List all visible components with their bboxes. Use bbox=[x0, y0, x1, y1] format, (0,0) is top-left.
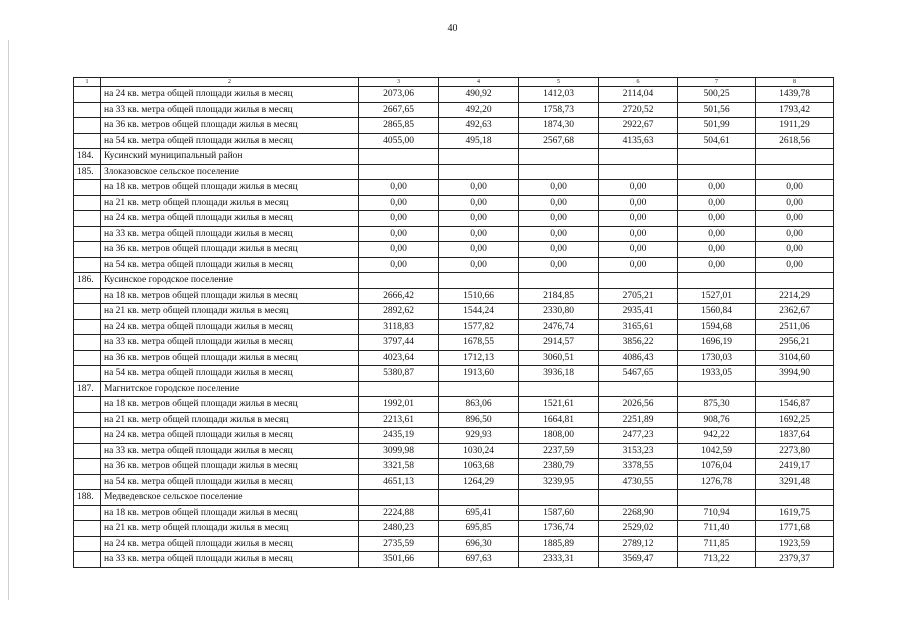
table-row bbox=[74, 102, 834, 118]
value-cell: 0,00 bbox=[439, 242, 519, 258]
value-cell: 695,41 bbox=[439, 505, 519, 521]
row-number-empty bbox=[74, 304, 101, 320]
row-label: на 33 кв. метра общей площади жилья в месяц bbox=[101, 552, 359, 568]
value-cell: 1911,29 bbox=[756, 118, 834, 134]
value-cell: 2892,62 bbox=[359, 304, 439, 320]
value-cell: 2477,23 bbox=[599, 428, 678, 444]
value-cell: 0,00 bbox=[519, 257, 599, 273]
table-row bbox=[74, 195, 834, 211]
empty-cell bbox=[439, 490, 519, 506]
row-label: на 21 кв. метр общей площади жилья в месяц bbox=[101, 195, 359, 211]
value-cell: 710,94 bbox=[678, 505, 756, 521]
row-label: на 33 кв. метра общей площади жилья в месяц bbox=[101, 226, 359, 242]
value-cell: 0,00 bbox=[359, 211, 439, 227]
empty-cell bbox=[519, 381, 599, 397]
value-cell: 5380,87 bbox=[359, 366, 439, 382]
value-cell: 2380,79 bbox=[519, 459, 599, 475]
value-cell: 2213,61 bbox=[359, 412, 439, 428]
column-number-row bbox=[74, 78, 834, 87]
row-number-empty bbox=[74, 521, 101, 537]
empty-cell bbox=[599, 149, 678, 165]
value-cell: 875,30 bbox=[678, 397, 756, 413]
value-cell: 1874,30 bbox=[519, 118, 599, 134]
value-cell: 3797,44 bbox=[359, 335, 439, 351]
empty-cell bbox=[599, 381, 678, 397]
value-cell: 0,00 bbox=[439, 211, 519, 227]
value-cell: 1546,87 bbox=[756, 397, 834, 413]
section-name: Кусинское городское поселение bbox=[101, 273, 359, 289]
section-row bbox=[74, 381, 834, 397]
value-cell: 697,63 bbox=[439, 552, 519, 568]
value-cell: 2480,23 bbox=[359, 521, 439, 537]
section-row bbox=[74, 273, 834, 289]
value-cell: 0,00 bbox=[599, 211, 678, 227]
table-row bbox=[74, 118, 834, 134]
row-number-empty bbox=[74, 288, 101, 304]
value-cell: 1042,59 bbox=[678, 443, 756, 459]
row-label: на 36 кв. метров общей площади жилья в месяц bbox=[101, 350, 359, 366]
value-cell: 0,00 bbox=[599, 242, 678, 258]
table-row bbox=[74, 211, 834, 227]
row-label: на 24 кв. метра общей площади жилья в месяц bbox=[101, 536, 359, 552]
value-cell: 0,00 bbox=[359, 242, 439, 258]
value-cell: 0,00 bbox=[599, 226, 678, 242]
row-number-empty bbox=[74, 335, 101, 351]
row-number: 184. bbox=[74, 149, 101, 165]
value-cell: 1577,82 bbox=[439, 319, 519, 335]
value-cell: 3165,61 bbox=[599, 319, 678, 335]
column-number: 3 bbox=[359, 78, 439, 87]
value-cell: 0,00 bbox=[678, 257, 756, 273]
table-row bbox=[74, 505, 834, 521]
value-cell: 2666,42 bbox=[359, 288, 439, 304]
empty-cell bbox=[359, 273, 439, 289]
column-number: 1 bbox=[74, 78, 101, 87]
section-row bbox=[74, 490, 834, 506]
value-cell: 2865,85 bbox=[359, 118, 439, 134]
empty-cell bbox=[359, 164, 439, 180]
value-cell: 1933,05 bbox=[678, 366, 756, 382]
row-number-empty bbox=[74, 505, 101, 521]
value-cell: 1560,84 bbox=[678, 304, 756, 320]
row-label: на 24 кв. метра общей площади жилья в месяц bbox=[101, 319, 359, 335]
value-cell: 0,00 bbox=[756, 195, 834, 211]
row-label: на 21 кв. метр общей площади жилья в месяц bbox=[101, 412, 359, 428]
value-cell: 4651,13 bbox=[359, 474, 439, 490]
value-cell: 2956,21 bbox=[756, 335, 834, 351]
value-cell: 2026,56 bbox=[599, 397, 678, 413]
value-cell: 3118,83 bbox=[359, 319, 439, 335]
value-cell: 1276,78 bbox=[678, 474, 756, 490]
value-cell: 1678,55 bbox=[439, 335, 519, 351]
value-cell: 0,00 bbox=[678, 180, 756, 196]
row-label: на 33 кв. метра общей площади жилья в месяц bbox=[101, 102, 359, 118]
row-number: 185. bbox=[74, 164, 101, 180]
row-number-empty bbox=[74, 397, 101, 413]
column-number: 4 bbox=[439, 78, 519, 87]
value-cell: 1696,19 bbox=[678, 335, 756, 351]
table-body bbox=[74, 78, 834, 568]
page-number: 40 bbox=[447, 23, 458, 34]
value-cell: 0,00 bbox=[756, 180, 834, 196]
row-number-empty bbox=[74, 242, 101, 258]
row-label: на 18 кв. метров общей площади жилья в месяц bbox=[101, 397, 359, 413]
value-cell: 908,76 bbox=[678, 412, 756, 428]
table-row bbox=[74, 180, 834, 196]
value-cell: 3856,22 bbox=[599, 335, 678, 351]
row-number-empty bbox=[74, 87, 101, 103]
value-cell: 1712,13 bbox=[439, 350, 519, 366]
empty-cell bbox=[519, 149, 599, 165]
row-label: на 18 кв. метров общей площади жилья в месяц bbox=[101, 180, 359, 196]
value-cell: 501,99 bbox=[678, 118, 756, 134]
scan-edge-line bbox=[8, 40, 9, 600]
value-cell: 0,00 bbox=[756, 242, 834, 258]
value-cell: 0,00 bbox=[519, 195, 599, 211]
value-cell: 1076,04 bbox=[678, 459, 756, 475]
value-cell: 4055,00 bbox=[359, 133, 439, 149]
row-number-empty bbox=[74, 350, 101, 366]
value-cell: 2268,90 bbox=[599, 505, 678, 521]
value-cell: 2419,17 bbox=[756, 459, 834, 475]
value-cell: 2362,67 bbox=[756, 304, 834, 320]
value-cell: 0,00 bbox=[439, 226, 519, 242]
value-cell: 1923,59 bbox=[756, 536, 834, 552]
value-cell: 3321,58 bbox=[359, 459, 439, 475]
row-number-empty bbox=[74, 443, 101, 459]
value-cell: 3104,60 bbox=[756, 350, 834, 366]
value-cell: 490,92 bbox=[439, 87, 519, 103]
value-cell: 1730,03 bbox=[678, 350, 756, 366]
value-cell: 1412,03 bbox=[519, 87, 599, 103]
value-cell: 0,00 bbox=[756, 257, 834, 273]
row-number-empty bbox=[74, 211, 101, 227]
value-cell: 1992,01 bbox=[359, 397, 439, 413]
value-cell: 2511,06 bbox=[756, 319, 834, 335]
row-label: на 24 кв. метра общей площади жилья в месяц bbox=[101, 87, 359, 103]
section-row bbox=[74, 149, 834, 165]
section-name: Кусинский муниципальный район bbox=[101, 149, 359, 165]
section-name: Магнитское городское поселение bbox=[101, 381, 359, 397]
value-cell: 1527,01 bbox=[678, 288, 756, 304]
table-row bbox=[74, 428, 834, 444]
value-cell: 3060,51 bbox=[519, 350, 599, 366]
value-cell: 711,85 bbox=[678, 536, 756, 552]
value-cell: 2476,74 bbox=[519, 319, 599, 335]
value-cell: 1837,64 bbox=[756, 428, 834, 444]
row-number-empty bbox=[74, 366, 101, 382]
value-cell: 3378,55 bbox=[599, 459, 678, 475]
row-number: 188. bbox=[74, 490, 101, 506]
row-label: на 36 кв. метров общей площади жилья в месяц bbox=[101, 242, 359, 258]
table-row bbox=[74, 242, 834, 258]
empty-cell bbox=[439, 273, 519, 289]
value-cell: 2435,19 bbox=[359, 428, 439, 444]
value-cell: 2251,89 bbox=[599, 412, 678, 428]
empty-cell bbox=[519, 273, 599, 289]
row-label: на 36 кв. метров общей площади жилья в месяц bbox=[101, 118, 359, 134]
value-cell: 1692,25 bbox=[756, 412, 834, 428]
value-cell: 942,22 bbox=[678, 428, 756, 444]
row-number-empty bbox=[74, 428, 101, 444]
value-cell: 3569,47 bbox=[599, 552, 678, 568]
value-cell: 504,61 bbox=[678, 133, 756, 149]
row-label: на 36 кв. метров общей площади жилья в месяц bbox=[101, 459, 359, 475]
empty-cell bbox=[756, 490, 834, 506]
value-cell: 3153,23 bbox=[599, 443, 678, 459]
empty-cell bbox=[599, 273, 678, 289]
value-cell: 2705,21 bbox=[599, 288, 678, 304]
empty-cell bbox=[439, 381, 519, 397]
empty-cell bbox=[359, 149, 439, 165]
row-number-empty bbox=[74, 474, 101, 490]
row-label: на 21 кв. метр общей площади жилья в месяц bbox=[101, 521, 359, 537]
value-cell: 3936,18 bbox=[519, 366, 599, 382]
row-label: на 24 кв. метра общей площади жилья в месяц bbox=[101, 211, 359, 227]
value-cell: 2618,56 bbox=[756, 133, 834, 149]
empty-cell bbox=[678, 164, 756, 180]
value-cell: 4086,43 bbox=[599, 350, 678, 366]
value-cell: 0,00 bbox=[439, 257, 519, 273]
table-row bbox=[74, 335, 834, 351]
value-cell: 2720,52 bbox=[599, 102, 678, 118]
value-cell: 2214,29 bbox=[756, 288, 834, 304]
value-cell: 1439,78 bbox=[756, 87, 834, 103]
row-number-empty bbox=[74, 257, 101, 273]
value-cell: 2735,59 bbox=[359, 536, 439, 552]
value-cell: 711,40 bbox=[678, 521, 756, 537]
row-label: на 54 кв. метра общей площади жилья в месяц bbox=[101, 133, 359, 149]
table-row bbox=[74, 257, 834, 273]
value-cell: 896,50 bbox=[439, 412, 519, 428]
row-number-empty bbox=[74, 552, 101, 568]
value-cell: 1771,68 bbox=[756, 521, 834, 537]
empty-cell bbox=[678, 381, 756, 397]
value-cell: 0,00 bbox=[599, 195, 678, 211]
table-row bbox=[74, 536, 834, 552]
value-cell: 2237,59 bbox=[519, 443, 599, 459]
empty-cell bbox=[359, 490, 439, 506]
value-cell: 0,00 bbox=[359, 195, 439, 211]
row-number-empty bbox=[74, 412, 101, 428]
value-cell: 1793,42 bbox=[756, 102, 834, 118]
row-label: на 18 кв. метров общей площади жилья в месяц bbox=[101, 288, 359, 304]
value-cell: 2330,80 bbox=[519, 304, 599, 320]
value-cell: 1594,68 bbox=[678, 319, 756, 335]
value-cell: 1544,24 bbox=[439, 304, 519, 320]
value-cell: 2529,02 bbox=[599, 521, 678, 537]
value-cell: 1885,89 bbox=[519, 536, 599, 552]
tariff-table bbox=[73, 77, 834, 568]
value-cell: 2273,80 bbox=[756, 443, 834, 459]
value-cell: 2184,85 bbox=[519, 288, 599, 304]
value-cell: 2333,31 bbox=[519, 552, 599, 568]
table-row bbox=[74, 288, 834, 304]
value-cell: 4135,63 bbox=[599, 133, 678, 149]
empty-cell bbox=[519, 164, 599, 180]
value-cell: 0,00 bbox=[519, 242, 599, 258]
value-cell: 0,00 bbox=[756, 226, 834, 242]
table-row bbox=[74, 412, 834, 428]
empty-cell bbox=[439, 149, 519, 165]
row-label: на 33 кв. метра общей площади жилья в месяц bbox=[101, 335, 359, 351]
empty-cell bbox=[599, 164, 678, 180]
section-row bbox=[74, 164, 834, 180]
row-label: на 21 кв. метр общей площади жилья в месяц bbox=[101, 304, 359, 320]
table-row bbox=[74, 443, 834, 459]
row-number-empty bbox=[74, 118, 101, 134]
value-cell: 1510,66 bbox=[439, 288, 519, 304]
row-number: 186. bbox=[74, 273, 101, 289]
empty-cell bbox=[756, 273, 834, 289]
value-cell: 863,06 bbox=[439, 397, 519, 413]
column-number: 2 bbox=[101, 78, 359, 87]
table-row bbox=[74, 521, 834, 537]
value-cell: 2567,68 bbox=[519, 133, 599, 149]
value-cell: 0,00 bbox=[359, 180, 439, 196]
empty-cell bbox=[359, 381, 439, 397]
value-cell: 0,00 bbox=[359, 226, 439, 242]
table-row bbox=[74, 226, 834, 242]
empty-cell bbox=[439, 164, 519, 180]
value-cell: 713,22 bbox=[678, 552, 756, 568]
table-row bbox=[74, 350, 834, 366]
value-cell: 2224,88 bbox=[359, 505, 439, 521]
empty-cell bbox=[756, 381, 834, 397]
row-number-empty bbox=[74, 102, 101, 118]
table-row bbox=[74, 366, 834, 382]
value-cell: 1736,74 bbox=[519, 521, 599, 537]
value-cell: 0,00 bbox=[439, 195, 519, 211]
empty-cell bbox=[678, 273, 756, 289]
column-number: 8 bbox=[756, 78, 834, 87]
value-cell: 2922,67 bbox=[599, 118, 678, 134]
value-cell: 1063,68 bbox=[439, 459, 519, 475]
value-cell: 2379,37 bbox=[756, 552, 834, 568]
value-cell: 492,63 bbox=[439, 118, 519, 134]
value-cell: 1619,75 bbox=[756, 505, 834, 521]
value-cell: 2935,41 bbox=[599, 304, 678, 320]
value-cell: 501,56 bbox=[678, 102, 756, 118]
value-cell: 2914,57 bbox=[519, 335, 599, 351]
section-name: Злоказовское сельское поселение bbox=[101, 164, 359, 180]
value-cell: 1264,29 bbox=[439, 474, 519, 490]
value-cell: 0,00 bbox=[599, 257, 678, 273]
empty-cell bbox=[756, 149, 834, 165]
row-label: на 24 кв. метра общей площади жилья в месяц bbox=[101, 428, 359, 444]
value-cell: 1913,60 bbox=[439, 366, 519, 382]
value-cell: 1521,61 bbox=[519, 397, 599, 413]
column-number: 7 bbox=[678, 78, 756, 87]
value-cell: 0,00 bbox=[439, 180, 519, 196]
value-cell: 695,85 bbox=[439, 521, 519, 537]
value-cell: 3239,95 bbox=[519, 474, 599, 490]
row-number-empty bbox=[74, 195, 101, 211]
value-cell: 2114,04 bbox=[599, 87, 678, 103]
table-row bbox=[74, 87, 834, 103]
empty-cell bbox=[519, 490, 599, 506]
value-cell: 0,00 bbox=[756, 211, 834, 227]
value-cell: 1808,00 bbox=[519, 428, 599, 444]
value-cell: 0,00 bbox=[519, 226, 599, 242]
row-number-empty bbox=[74, 133, 101, 149]
value-cell: 3501,66 bbox=[359, 552, 439, 568]
value-cell: 4730,55 bbox=[599, 474, 678, 490]
value-cell: 2073,06 bbox=[359, 87, 439, 103]
value-cell: 4023,64 bbox=[359, 350, 439, 366]
row-label: на 54 кв. метра общей площади жилья в месяц bbox=[101, 257, 359, 273]
value-cell: 5467,65 bbox=[599, 366, 678, 382]
value-cell: 696,30 bbox=[439, 536, 519, 552]
row-number-empty bbox=[74, 459, 101, 475]
empty-cell bbox=[678, 149, 756, 165]
value-cell: 0,00 bbox=[678, 226, 756, 242]
table-row bbox=[74, 319, 834, 335]
value-cell: 0,00 bbox=[678, 195, 756, 211]
column-number: 6 bbox=[599, 78, 678, 87]
value-cell: 1030,24 bbox=[439, 443, 519, 459]
value-cell: 2789,12 bbox=[599, 536, 678, 552]
row-label: на 33 кв. метра общей площади жилья в месяц bbox=[101, 443, 359, 459]
table-row bbox=[74, 474, 834, 490]
row-number-empty bbox=[74, 536, 101, 552]
empty-cell bbox=[756, 164, 834, 180]
value-cell: 1758,73 bbox=[519, 102, 599, 118]
column-number: 5 bbox=[519, 78, 599, 87]
value-cell: 0,00 bbox=[678, 242, 756, 258]
table-row bbox=[74, 397, 834, 413]
value-cell: 0,00 bbox=[519, 180, 599, 196]
value-cell: 0,00 bbox=[359, 257, 439, 273]
value-cell: 0,00 bbox=[599, 180, 678, 196]
row-number-empty bbox=[74, 180, 101, 196]
value-cell: 495,18 bbox=[439, 133, 519, 149]
table-row bbox=[74, 459, 834, 475]
value-cell: 1587,60 bbox=[519, 505, 599, 521]
value-cell: 929,93 bbox=[439, 428, 519, 444]
table-row bbox=[74, 304, 834, 320]
row-label: на 54 кв. метра общей площади жилья в месяц bbox=[101, 474, 359, 490]
value-cell: 0,00 bbox=[519, 211, 599, 227]
value-cell: 0,00 bbox=[678, 211, 756, 227]
empty-cell bbox=[678, 490, 756, 506]
row-number: 187. bbox=[74, 381, 101, 397]
value-cell: 3099,98 bbox=[359, 443, 439, 459]
value-cell: 3994,90 bbox=[756, 366, 834, 382]
row-label: на 54 кв. метра общей площади жилья в месяц bbox=[101, 366, 359, 382]
section-name: Медведевское сельское поселение bbox=[101, 490, 359, 506]
value-cell: 2667,65 bbox=[359, 102, 439, 118]
value-cell: 3291,48 bbox=[756, 474, 834, 490]
value-cell: 492,20 bbox=[439, 102, 519, 118]
value-cell: 1664,81 bbox=[519, 412, 599, 428]
row-number-empty bbox=[74, 319, 101, 335]
empty-cell bbox=[599, 490, 678, 506]
row-number-empty bbox=[74, 226, 101, 242]
row-label: на 18 кв. метров общей площади жилья в месяц bbox=[101, 505, 359, 521]
table-row bbox=[74, 552, 834, 568]
table-row bbox=[74, 133, 834, 149]
value-cell: 500,25 bbox=[678, 87, 756, 103]
